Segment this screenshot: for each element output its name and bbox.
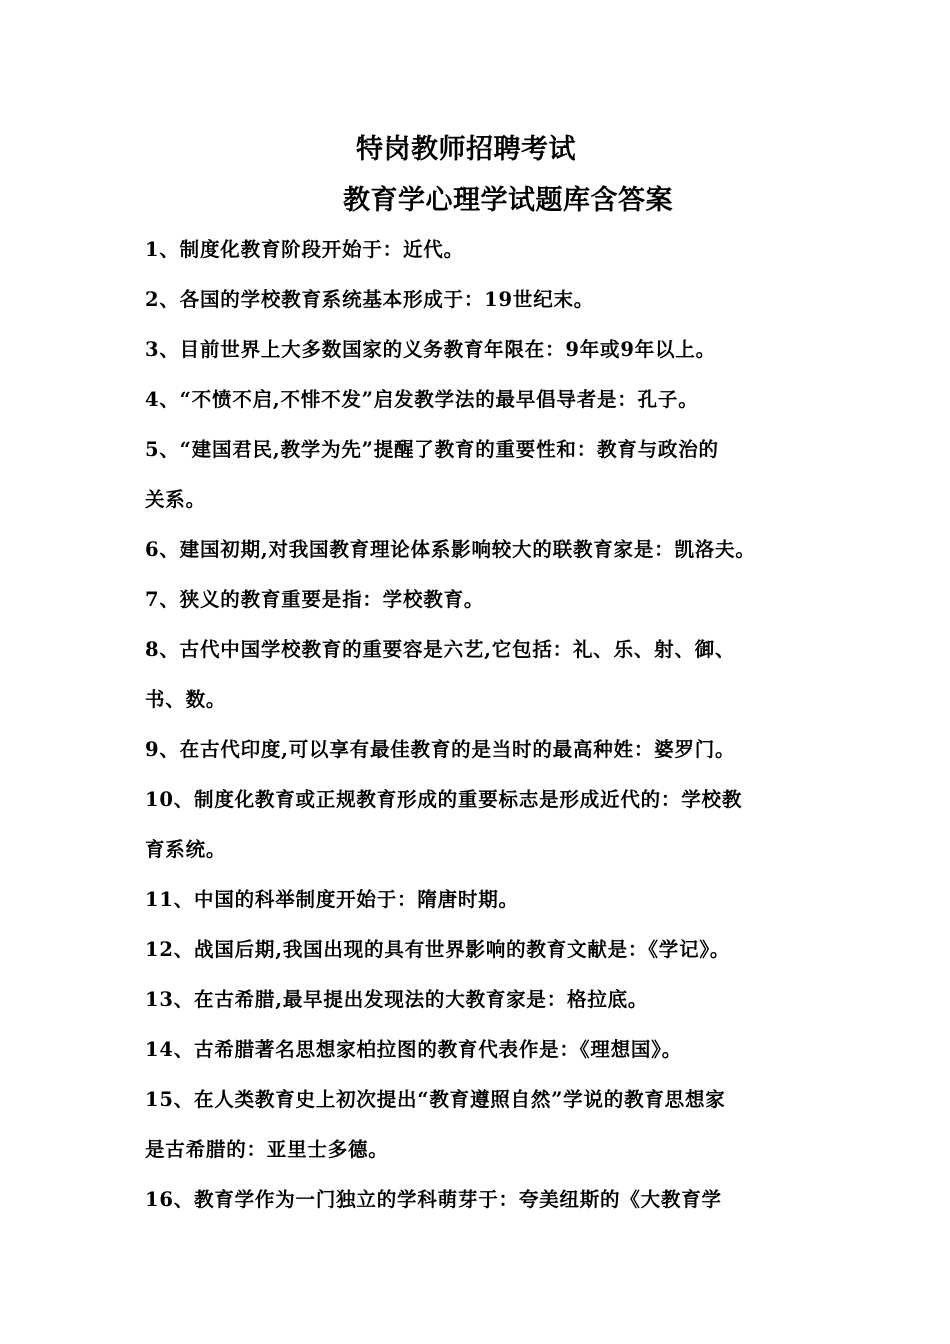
question-line: 16、教育学作为一门独立的学科萌芽于：夸美纽斯的《大教育学 — [145, 1188, 722, 1211]
question-line: 15、在人类教育史上初次提出“教育遵照自然”学说的教育思想家 — [145, 1088, 726, 1111]
question-line: 13、在古希腊,最早提出发现法的大教育家是：格拉底。 — [145, 988, 649, 1011]
question-line: 3、目前世界上大多数国家的义务教育年限在：9年或9年以上。 — [145, 338, 716, 361]
question-line: 11、中国的科举制度开始于：隋唐时期。 — [145, 888, 519, 911]
question-line: 8、古代中国学校教育的重要容是六艺,它包括：礼、乐、射、御、 — [145, 638, 736, 661]
question-line: 2、各国的学校教育系统基本形成于：19世纪末。 — [145, 288, 595, 311]
question-line: 12、战国后期,我国出现的具有世界影响的教育文献是：《学记》。 — [145, 938, 731, 961]
question-line-continuation: 是古希腊的：亚里士多德。 — [145, 1138, 389, 1161]
question-line-continuation: 育系统。 — [145, 838, 227, 861]
question-line: 1、制度化教育阶段开始于：近代。 — [145, 238, 464, 261]
question-line-continuation: 书、数。 — [145, 688, 227, 711]
question-line: 9、在古代印度,可以享有最佳教育的是当时的最高种姓：婆罗门。 — [145, 738, 736, 761]
question-line: 10、制度化教育或正规教育形成的重要标志是形成近代的：学校教 — [145, 788, 743, 811]
question-line: 4、“不愤不启,不悱不发”启发教学法的最早倡导者是：孔子。 — [145, 388, 699, 411]
title-line-1: 特岗教师招聘考试 — [356, 134, 576, 165]
question-line: 7、狭义的教育重要是指：学校教育。 — [145, 588, 485, 611]
title-line-2: 教育学心理学试题库含答案 — [343, 185, 673, 216]
question-line: 14、古希腊著名思想家柏拉图的教育代表作是：《理想国》。 — [145, 1038, 683, 1061]
question-line: 6、建国初期,对我国教育理论体系影响较大的联教育家是：凯洛夫。 — [145, 538, 756, 561]
question-line-continuation: 关系。 — [145, 488, 206, 511]
question-line: 5、“建国君民,教学为先”提醒了教育的重要性和：教育与政治的 — [145, 438, 719, 461]
